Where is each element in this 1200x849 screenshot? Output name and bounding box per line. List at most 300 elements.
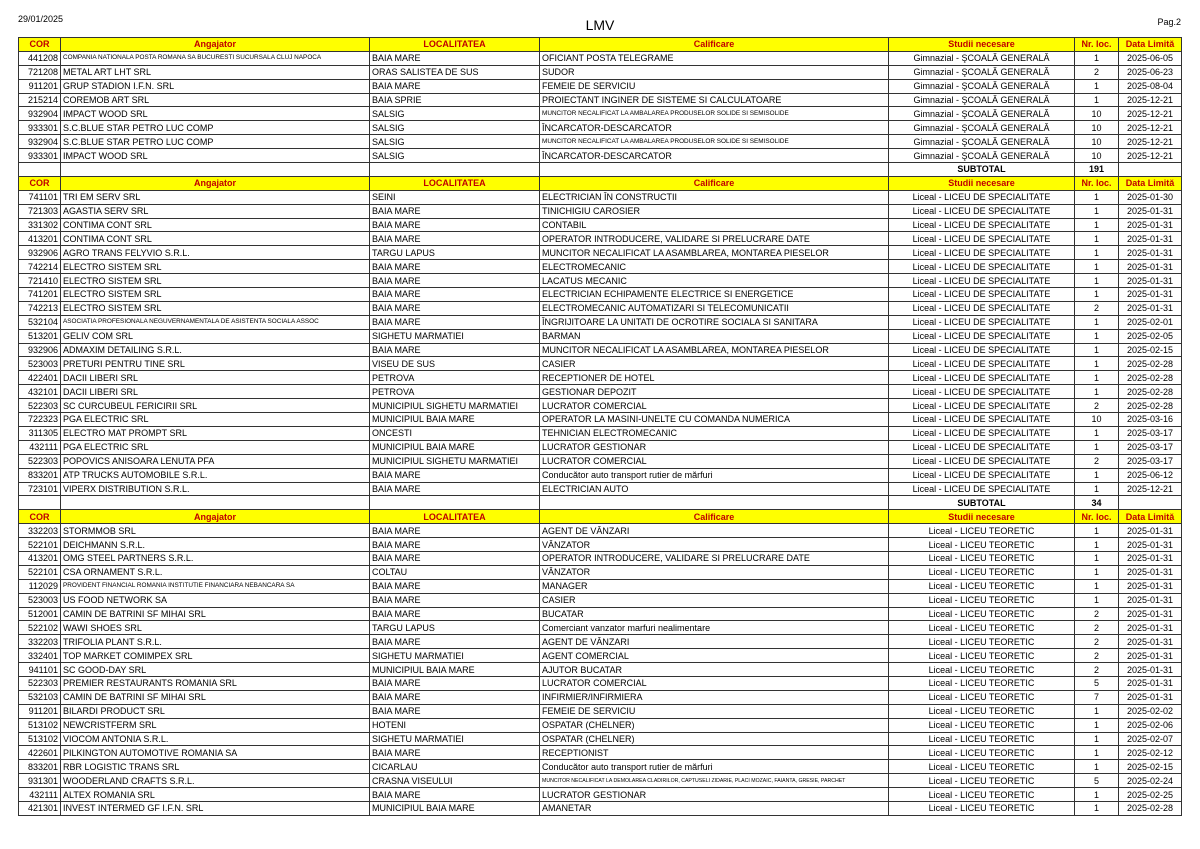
required-studies: Liceal - LICEU DE SPECIALITATE — [889, 454, 1075, 468]
employer: INVEST INTERMED GF I.F.N. SRL — [61, 801, 370, 815]
qualification: Conducător auto transport rutier de mărfuri — [540, 760, 889, 774]
positions-count: 10 — [1075, 107, 1119, 121]
locality: VISEU DE SUS — [370, 357, 540, 371]
employer: METAL ART LHT SRL — [61, 65, 370, 79]
deadline-date: 2025-01-31 — [1119, 621, 1182, 635]
qualification: OPERATOR LA MASINI-UNELTE CU COMANDA NUMERICA — [540, 413, 889, 427]
table-row — [19, 135, 1182, 149]
positions-count: 2 — [1075, 621, 1119, 635]
deadline-date: 2025-03-17 — [1119, 440, 1182, 454]
table-row — [19, 371, 1182, 385]
employer: PROVIDENT FINANCIAL ROMANIA INSTITUTIE FINANCIARA NEBANCARA SA — [61, 579, 370, 593]
table-row — [19, 301, 1182, 315]
locality: HOTENI — [370, 718, 540, 732]
qualification: OPERATOR INTRODUCERE, VALIDARE SI PRELUCRARE DATE — [540, 551, 889, 565]
table-row — [19, 690, 1182, 704]
deadline-date: 2025-01-31 — [1119, 663, 1182, 677]
deadline-date: 2025-12-21 — [1119, 482, 1182, 496]
deadline-date: 2025-01-31 — [1119, 690, 1182, 704]
positions-count: 1 — [1075, 538, 1119, 552]
employer: BILARDI PRODUCT SRL — [61, 704, 370, 718]
qualification: VÂNZATOR — [540, 565, 889, 579]
locality: COLTAU — [370, 565, 540, 579]
col-cor-header: COR — [19, 510, 61, 524]
employer: DACII LIBERI SRL — [61, 371, 370, 385]
cor-code: 422401 — [19, 371, 61, 385]
required-studies: Liceal - LICEU DE SPECIALITATE — [889, 274, 1075, 288]
employer: WAWI SHOES SRL — [61, 621, 370, 635]
empty-cell — [370, 496, 540, 510]
cor-code: 532104 — [19, 315, 61, 329]
locality: BAIA MARE — [370, 690, 540, 704]
empty-cell — [19, 163, 61, 177]
cor-code: 721208 — [19, 65, 61, 79]
table-row — [19, 190, 1182, 204]
qualification: LUCRATOR GESTIONAR — [540, 440, 889, 454]
col-studii-header: Studii necesare — [889, 38, 1075, 52]
cor-code: 742213 — [19, 301, 61, 315]
employer: ELECTRO SISTEM SRL — [61, 301, 370, 315]
cor-code: 532103 — [19, 690, 61, 704]
qualification: CONTABIL — [540, 218, 889, 232]
locality: ONCESTI — [370, 426, 540, 440]
locality: MUNICIPIUL SIGHETU MARMATIEI — [370, 399, 540, 413]
qualification: FEMEIE DE SERVICIU — [540, 79, 889, 93]
cor-code: 522303 — [19, 454, 61, 468]
positions-count: 1 — [1075, 426, 1119, 440]
required-studies: Liceal - LICEU DE SPECIALITATE — [889, 246, 1075, 260]
deadline-date: 2025-01-31 — [1119, 593, 1182, 607]
required-studies: Gimnazial - ŞCOALĂ GENERALĂ — [889, 79, 1075, 93]
required-studies: Liceal - LICEU TEORETIC — [889, 760, 1075, 774]
table-row — [19, 607, 1182, 621]
deadline-date: 2025-02-25 — [1119, 788, 1182, 802]
positions-count: 1 — [1075, 732, 1119, 746]
table-row — [19, 274, 1182, 288]
positions-count: 1 — [1075, 288, 1119, 302]
cor-code: 833201 — [19, 760, 61, 774]
deadline-date: 2025-12-21 — [1119, 107, 1182, 121]
positions-count: 10 — [1075, 413, 1119, 427]
deadline-date: 2025-01-31 — [1119, 218, 1182, 232]
table-row — [19, 524, 1182, 538]
cor-code: 332203 — [19, 635, 61, 649]
col-nr-loc-header: Nr. loc. — [1075, 38, 1119, 52]
table-row — [19, 801, 1182, 815]
required-studies: Liceal - LICEU TEORETIC — [889, 524, 1075, 538]
cor-code: 723101 — [19, 482, 61, 496]
cor-code: 933301 — [19, 121, 61, 135]
positions-count: 1 — [1075, 51, 1119, 65]
deadline-date: 2025-02-07 — [1119, 732, 1182, 746]
table-row — [19, 399, 1182, 413]
employer: CAMIN DE BATRINI SF MIHAI SRL — [61, 607, 370, 621]
locality: ORAS SALISTEA DE SUS — [370, 65, 540, 79]
qualification: MUNCITOR NECALIFICAT LA AMBALAREA PRODUSELOR SOLIDE SI SEMISOLIDE — [540, 107, 889, 121]
table-row — [19, 149, 1182, 163]
positions-count: 1 — [1075, 704, 1119, 718]
deadline-date: 2025-02-24 — [1119, 774, 1182, 788]
employer: VIOCOM ANTONIA S.R.L. — [61, 732, 370, 746]
subtotal-value: 34 — [1075, 496, 1119, 510]
required-studies: Liceal - LICEU TEORETIC — [889, 704, 1075, 718]
cor-code: 112029 — [19, 579, 61, 593]
required-studies: Liceal - LICEU TEORETIC — [889, 635, 1075, 649]
cor-code: 513102 — [19, 732, 61, 746]
deadline-date: 2025-02-15 — [1119, 760, 1182, 774]
positions-count: 1 — [1075, 760, 1119, 774]
deadline-date: 2025-01-31 — [1119, 301, 1182, 315]
positions-count: 1 — [1075, 746, 1119, 760]
cor-code: 513201 — [19, 329, 61, 343]
qualification: SUDOR — [540, 65, 889, 79]
deadline-date: 2025-02-02 — [1119, 704, 1182, 718]
col-angajator-header: Angajator — [61, 38, 370, 52]
employer: IMPACT WOOD SRL — [61, 107, 370, 121]
qualification: VÂNZATOR — [540, 538, 889, 552]
qualification: MUNCITOR NECALIFICAT LA DEMOLAREA CLADIRILOR, CAPTUSELI ZIDARIE, PLACI MOZAIC, FAIANTA, GRESIE, PARCHET — [540, 774, 889, 788]
employer: US FOOD NETWORK SA — [61, 593, 370, 607]
table-row — [19, 454, 1182, 468]
locality: TARGU LAPUS — [370, 246, 540, 260]
locality: BAIA MARE — [370, 704, 540, 718]
locality: SALSIG — [370, 121, 540, 135]
employer: PREMIER RESTAURANTS ROMANIA SRL — [61, 676, 370, 690]
required-studies: Liceal - LICEU DE SPECIALITATE — [889, 399, 1075, 413]
qualification: ELECTRICIAN AUTO — [540, 482, 889, 496]
positions-count: 1 — [1075, 718, 1119, 732]
deadline-date: 2025-02-28 — [1119, 385, 1182, 399]
employer: STORMMOB SRL — [61, 524, 370, 538]
positions-count: 5 — [1075, 774, 1119, 788]
required-studies: Liceal - LICEU DE SPECIALITATE — [889, 315, 1075, 329]
required-studies: Liceal - LICEU DE SPECIALITATE — [889, 232, 1075, 246]
required-studies: Liceal - LICEU TEORETIC — [889, 718, 1075, 732]
locality: MUNICIPIUL SIGHETU MARMATIEI — [370, 454, 540, 468]
table-row — [19, 649, 1182, 663]
col-cor-header: COR — [19, 38, 61, 52]
locality: SALSIG — [370, 149, 540, 163]
positions-count: 1 — [1075, 315, 1119, 329]
qualification: OFICIANT POSTA TELEGRAME — [540, 51, 889, 65]
required-studies: Liceal - LICEU DE SPECIALITATE — [889, 357, 1075, 371]
qualification: ÎNGRIJITOARE LA UNITATI DE OCROTIRE SOCIALA SI SANITARA — [540, 315, 889, 329]
qualification: RECEPTIONER DE HOTEL — [540, 371, 889, 385]
qualification: ELECTRICIAN ÎN CONSTRUCTII — [540, 190, 889, 204]
required-studies: Liceal - LICEU TEORETIC — [889, 579, 1075, 593]
required-studies: Gimnazial - ŞCOALĂ GENERALĂ — [889, 93, 1075, 107]
cor-code: 721410 — [19, 274, 61, 288]
deadline-date: 2025-01-30 — [1119, 190, 1182, 204]
cor-code: 512001 — [19, 607, 61, 621]
qualification: RECEPTIONIST — [540, 746, 889, 760]
locality: BAIA MARE — [370, 676, 540, 690]
cor-code: 522303 — [19, 399, 61, 413]
positions-count: 1 — [1075, 524, 1119, 538]
col-angajator-header: Angajator — [61, 176, 370, 190]
deadline-date: 2025-02-01 — [1119, 315, 1182, 329]
cor-code: 413201 — [19, 551, 61, 565]
positions-count: 2 — [1075, 635, 1119, 649]
table-row — [19, 704, 1182, 718]
employer: NEWCRISTFERM SRL — [61, 718, 370, 732]
cor-code: 413201 — [19, 232, 61, 246]
locality: BAIA MARE — [370, 579, 540, 593]
deadline-date: 2025-02-06 — [1119, 718, 1182, 732]
locality: MUNICIPIUL BAIA MARE — [370, 413, 540, 427]
required-studies: Liceal - LICEU DE SPECIALITATE — [889, 190, 1075, 204]
required-studies: Liceal - LICEU TEORETIC — [889, 607, 1075, 621]
col-localitate-header: LOCALITATEA — [370, 510, 540, 524]
cor-code: 742214 — [19, 260, 61, 274]
deadline-date: 2025-08-04 — [1119, 79, 1182, 93]
col-cor-header: COR — [19, 176, 61, 190]
deadline-date: 2025-03-17 — [1119, 426, 1182, 440]
required-studies: Liceal - LICEU DE SPECIALITATE — [889, 371, 1075, 385]
cor-code: 311305 — [19, 426, 61, 440]
cor-code: 931301 — [19, 774, 61, 788]
deadline-date: 2025-12-21 — [1119, 121, 1182, 135]
employer: CONTIMA CONT SRL — [61, 232, 370, 246]
cor-code: 722323 — [19, 413, 61, 427]
positions-count: 10 — [1075, 135, 1119, 149]
employer: S.C.BLUE STAR PETRO LUC COMP — [61, 135, 370, 149]
col-calificare-header: Calificare — [540, 510, 889, 524]
required-studies: Gimnazial - ŞCOALĂ GENERALĂ — [889, 51, 1075, 65]
qualification: ÎNCARCATOR-DESCARCATOR — [540, 121, 889, 135]
deadline-date: 2025-01-31 — [1119, 232, 1182, 246]
table-row — [19, 426, 1182, 440]
table-row — [19, 51, 1182, 65]
deadline-date: 2025-06-23 — [1119, 65, 1182, 79]
cor-code: 721303 — [19, 204, 61, 218]
employer: AGRO TRANS FELYVIO S.R.L. — [61, 246, 370, 260]
col-nr-loc-header: Nr. loc. — [1075, 176, 1119, 190]
qualification: INFIRMIER/INFIRMIERA — [540, 690, 889, 704]
employer: ELECTRO SISTEM SRL — [61, 288, 370, 302]
positions-count: 2 — [1075, 607, 1119, 621]
deadline-date: 2025-02-12 — [1119, 746, 1182, 760]
locality: SIGHETU MARMATIEI — [370, 732, 540, 746]
table-row — [19, 593, 1182, 607]
table-row — [19, 93, 1182, 107]
employer: DEICHMANN S.R.L. — [61, 538, 370, 552]
table-row — [19, 635, 1182, 649]
required-studies: Liceal - LICEU TEORETIC — [889, 774, 1075, 788]
positions-count: 1 — [1075, 593, 1119, 607]
deadline-date: 2025-02-05 — [1119, 329, 1182, 343]
employer: TRIFOLIA PLANT S.R.L. — [61, 635, 370, 649]
qualification: ELECTROMECANIC — [540, 260, 889, 274]
positions-count: 1 — [1075, 788, 1119, 802]
positions-count: 1 — [1075, 482, 1119, 496]
locality: BAIA MARE — [370, 551, 540, 565]
locality: CRASNA VISEULUI — [370, 774, 540, 788]
document-title: LMV — [585, 17, 615, 33]
positions-count: 1 — [1075, 385, 1119, 399]
locality: PETROVA — [370, 385, 540, 399]
locality: SALSIG — [370, 135, 540, 149]
deadline-date: 2025-01-31 — [1119, 551, 1182, 565]
employer: WOODERLAND CRAFTS S.R.L. — [61, 774, 370, 788]
table-row — [19, 218, 1182, 232]
deadline-date: 2025-01-31 — [1119, 538, 1182, 552]
positions-count: 2 — [1075, 649, 1119, 663]
table-row — [19, 482, 1182, 496]
locality: TARGU LAPUS — [370, 621, 540, 635]
required-studies: Liceal - LICEU TEORETIC — [889, 551, 1075, 565]
table-row — [19, 538, 1182, 552]
cor-code: 932906 — [19, 343, 61, 357]
employer: PILKINGTON AUTOMOTIVE ROMANIA SA — [61, 746, 370, 760]
empty-cell — [19, 496, 61, 510]
qualification: MUNCITOR NECALIFICAT LA ASAMBLAREA, MONTAREA PIESELOR — [540, 246, 889, 260]
page-number: Pag.2 — [1157, 17, 1181, 27]
employer: DACII LIBERI SRL — [61, 385, 370, 399]
required-studies: Liceal - LICEU DE SPECIALITATE — [889, 218, 1075, 232]
qualification: Comerciant vanzator marfuri nealimentare — [540, 621, 889, 635]
employer: COREMOB ART SRL — [61, 93, 370, 107]
table-row — [19, 579, 1182, 593]
deadline-date: 2025-02-28 — [1119, 801, 1182, 815]
required-studies: Liceal - LICEU TEORETIC — [889, 788, 1075, 802]
empty-cell — [61, 496, 370, 510]
qualification: PROIECTANT INGINER DE SISTEME SI CALCULATOARE — [540, 93, 889, 107]
cor-code: 833201 — [19, 468, 61, 482]
deadline-date: 2025-03-17 — [1119, 454, 1182, 468]
table-row — [19, 732, 1182, 746]
locality: BAIA MARE — [370, 51, 540, 65]
qualification: LUCRATOR GESTIONAR — [540, 788, 889, 802]
cor-code: 332203 — [19, 524, 61, 538]
cor-code: 422601 — [19, 746, 61, 760]
employer: PGA ELECTRIC SRL — [61, 413, 370, 427]
positions-count: 1 — [1075, 274, 1119, 288]
qualification: AJUTOR BUCATAR — [540, 663, 889, 677]
print-date: 29/01/2025 — [18, 14, 64, 24]
table-row — [19, 663, 1182, 677]
table-row — [19, 343, 1182, 357]
subtotal-row — [19, 163, 1182, 177]
employer: RBR LOGISTIC TRANS SRL — [61, 760, 370, 774]
empty-cell — [540, 496, 889, 510]
qualification: OPERATOR INTRODUCERE, VALIDARE SI PRELUCRARE DATE — [540, 232, 889, 246]
positions-count: 1 — [1075, 329, 1119, 343]
column-header-row — [19, 176, 1182, 190]
positions-count: 1 — [1075, 79, 1119, 93]
locality: BAIA MARE — [370, 315, 540, 329]
required-studies: Liceal - LICEU DE SPECIALITATE — [889, 482, 1075, 496]
cor-code: 932904 — [19, 107, 61, 121]
cor-code: 421301 — [19, 801, 61, 815]
qualification: MUNCITOR NECALIFICAT LA AMBALAREA PRODUSELOR SOLIDE SI SEMISOLIDE — [540, 135, 889, 149]
cor-code: 522101 — [19, 538, 61, 552]
positions-count: 2 — [1075, 301, 1119, 315]
positions-count: 5 — [1075, 676, 1119, 690]
qualification: FEMEIE DE SERVICIU — [540, 704, 889, 718]
qualification: TINICHIGIU CAROSIER — [540, 204, 889, 218]
qualification: LACATUS MECANIC — [540, 274, 889, 288]
cor-code: 432111 — [19, 440, 61, 454]
qualification: CASIER — [540, 593, 889, 607]
cor-code: 933301 — [19, 149, 61, 163]
locality: SALSIG — [370, 107, 540, 121]
qualification: AGENT DE VÂNZARI — [540, 524, 889, 538]
positions-count: 1 — [1075, 357, 1119, 371]
locality: BAIA MARE — [370, 468, 540, 482]
qualification: MANAGER — [540, 579, 889, 593]
table-row — [19, 65, 1182, 79]
deadline-date: 2025-01-31 — [1119, 579, 1182, 593]
empty-cell — [370, 163, 540, 177]
table-row — [19, 107, 1182, 121]
col-calificare-header: Calificare — [540, 38, 889, 52]
empty-cell — [1119, 163, 1182, 177]
employer: ELECTRO SISTEM SRL — [61, 274, 370, 288]
cor-code: 441208 — [19, 51, 61, 65]
deadline-date: 2025-06-12 — [1119, 468, 1182, 482]
qualification: AMANETAR — [540, 801, 889, 815]
required-studies: Liceal - LICEU TEORETIC — [889, 676, 1075, 690]
required-studies: Liceal - LICEU TEORETIC — [889, 690, 1075, 704]
required-studies: Liceal - LICEU DE SPECIALITATE — [889, 468, 1075, 482]
deadline-date: 2025-12-21 — [1119, 93, 1182, 107]
table-row — [19, 315, 1182, 329]
locality: PETROVA — [370, 371, 540, 385]
deadline-date: 2025-01-31 — [1119, 204, 1182, 218]
empty-cell — [1119, 496, 1182, 510]
deadline-date: 2025-06-05 — [1119, 51, 1182, 65]
deadline-date: 2025-02-28 — [1119, 357, 1182, 371]
locality: BAIA MARE — [370, 538, 540, 552]
qualification: OSPATAR (CHELNER) — [540, 732, 889, 746]
locality: SIGHETU MARMATIEI — [370, 649, 540, 663]
qualification: OSPATAR (CHELNER) — [540, 718, 889, 732]
required-studies: Liceal - LICEU TEORETIC — [889, 801, 1075, 815]
deadline-date: 2025-01-31 — [1119, 676, 1182, 690]
deadline-date: 2025-01-31 — [1119, 274, 1182, 288]
positions-count: 1 — [1075, 260, 1119, 274]
required-studies: Liceal - LICEU TEORETIC — [889, 663, 1075, 677]
required-studies: Gimnazial - ŞCOALĂ GENERALĂ — [889, 121, 1075, 135]
deadline-date: 2025-12-21 — [1119, 135, 1182, 149]
employer: CONTIMA CONT SRL — [61, 218, 370, 232]
deadline-date: 2025-01-31 — [1119, 524, 1182, 538]
col-localitate-header: LOCALITATEA — [370, 176, 540, 190]
table-row — [19, 329, 1182, 343]
required-studies: Liceal - LICEU DE SPECIALITATE — [889, 204, 1075, 218]
positions-count: 1 — [1075, 204, 1119, 218]
cor-code: 741101 — [19, 190, 61, 204]
positions-count: 10 — [1075, 149, 1119, 163]
required-studies: Liceal - LICEU DE SPECIALITATE — [889, 329, 1075, 343]
required-studies: Gimnazial - ŞCOALĂ GENERALĂ — [889, 135, 1075, 149]
cor-code: 932904 — [19, 135, 61, 149]
table-row — [19, 468, 1182, 482]
employer: ADMAXIM DETAILING S.R.L. — [61, 343, 370, 357]
table-row — [19, 232, 1182, 246]
table-row — [19, 246, 1182, 260]
employer: GELIV COM SRL — [61, 329, 370, 343]
positions-count: 2 — [1075, 454, 1119, 468]
table-row — [19, 788, 1182, 802]
required-studies: Liceal - LICEU TEORETIC — [889, 621, 1075, 635]
employer: PGA ELECTRIC SRL — [61, 440, 370, 454]
deadline-date: 2025-01-31 — [1119, 649, 1182, 663]
cor-code: 215214 — [19, 93, 61, 107]
locality: SEINI — [370, 190, 540, 204]
qualification: Conducător auto transport rutier de mărfuri — [540, 468, 889, 482]
